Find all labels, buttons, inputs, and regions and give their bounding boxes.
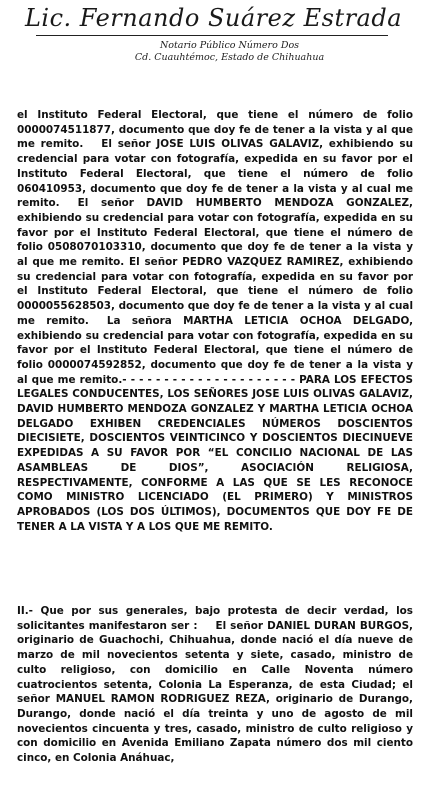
text-segment: exhibiendo su credencial para votar con fotografía, expedida en su favor por el Instituto Federal Electoral, que tiene el número de folio 0508070103310, documento que doy fe de tener a la vista y al que me remito. — [17, 211, 413, 269]
person-name: JOSE LUIS OLIVAS GALAVIZ, — [156, 138, 324, 151]
notary-office-line: Notario Público Número Dos — [159, 40, 300, 51]
text-segment: exhibiendo su credencial para votar con fotografía, expedida en su favor por el Instituto Federal Electoral, que tiene el número de folio 0000055628503, documento que doy fe de tener a la vista y al cual me remito. — [17, 256, 414, 327]
letterhead-rule — [36, 35, 388, 36]
text-segment: originario de Durango, Durango, donde nació el día treinta y uno de agosto de mil novecientos cincuenta y tres, casado, ministro de culto religioso y con domicilio en Avenida Emiliano Zapata número dos mil ciento cinco, en Colonia Anáhuac, — [17, 693, 413, 765]
text-segment: La señora — [106, 314, 172, 327]
notary-name: Lic. Fernando Suárez Estrada — [24, 4, 403, 32]
text-segment: exhibiendo su credencial para votar con fotografía, expedida en su favor por el Instituto Federal Electoral, que tiene el número de folio 060410953, documento que doy fe de tener a la vista y al cual me remito. — [17, 138, 413, 210]
text-segment: El señor — [77, 197, 134, 210]
text-segment: El señor — [101, 138, 151, 151]
paragraph-generales — [17, 604, 413, 766]
text-segment: el Instituto Federal Electoral, que tiene el número de folio 0000074511877, documento que doy fe de tener a la vista y al que me remito. — [17, 109, 413, 151]
caps-declaration: - - - PARA LOS EFECTOS LEGALES CONDUCENTES, LOS SEÑORES JOSE LUIS OLIVAS GALAVIZ, DAVID HUMBERTO MENDOZA GONZALEZ Y MARTHA LETICIA OCHOA DELGADO EXHIBEN CREDENCIALES NÚMEROS DOSCIENTOS DIECISIETE, DOSCIENTOS VEINTICINCO Y DOSCIENTOS DIECINUEVE EXPEDIDAS A SU FAVOR POR “EL CONCILIO NACIONAL DE LAS ASAMBLEAS DE DIOS”, ASOCIACIÓN RELIGIOSA, RESPECTIVAMENTE, CONFORME A LAS QUE SE LES RECONOCE COMO MINISTRO LICENCIADO (EL PRIMERO) Y MINISTROS APROBADOS (LOS DOS ÚLTIMOS), DOCUMENTOS QUE DOY FE DE TENER A LA VISTA Y A LOS QUE ME REMITO. — [17, 373, 413, 533]
person-name: MANUEL RAMON RODRIGUEZ REZA, — [55, 693, 270, 706]
text-segment: II.- Que por sus generales, bajo protesta de decir verdad, los solicitantes manifestaron ser : — [17, 605, 413, 632]
person-name: MARTHA LETICIA OCHOA DELGADO, — [183, 314, 414, 327]
person-name: PEDRO VAZQUEZ RAMIREZ, — [182, 256, 344, 269]
notary-location-line: Cd. Cuauhtémoc, Estado de Chihuahua — [134, 52, 325, 63]
person-name: DANIEL DURAN BURGOS, — [267, 619, 414, 632]
person-name: DAVID HUMBERTO MENDOZA GONZALEZ, — [146, 197, 414, 210]
paragraph-identification — [17, 108, 413, 534]
text-segment: exhibiendo su credencial para votar con fotografía, expedida en su favor por el Instituto Federal Electoral, que tiene el número de folio 0000074592852, documento que doy fe de tener a la vista y al que me remito.- - - - - - - - - - - - - - - - - - — [17, 329, 413, 386]
letterhead — [0, 0, 427, 100]
text-segment: El señor — [129, 256, 178, 269]
text-segment: originario de Guachochi, Chihuahua, donde nació el día nueve de marzo de mil novecientos setenta y siete, casado, ministro de culto religioso, con domicilio en Calle Noventa número cuatrocientos setenta, Colonia La Esperanza, de esta Ciudad; el señor — [17, 634, 413, 706]
text-segment: El señor — [215, 619, 264, 632]
